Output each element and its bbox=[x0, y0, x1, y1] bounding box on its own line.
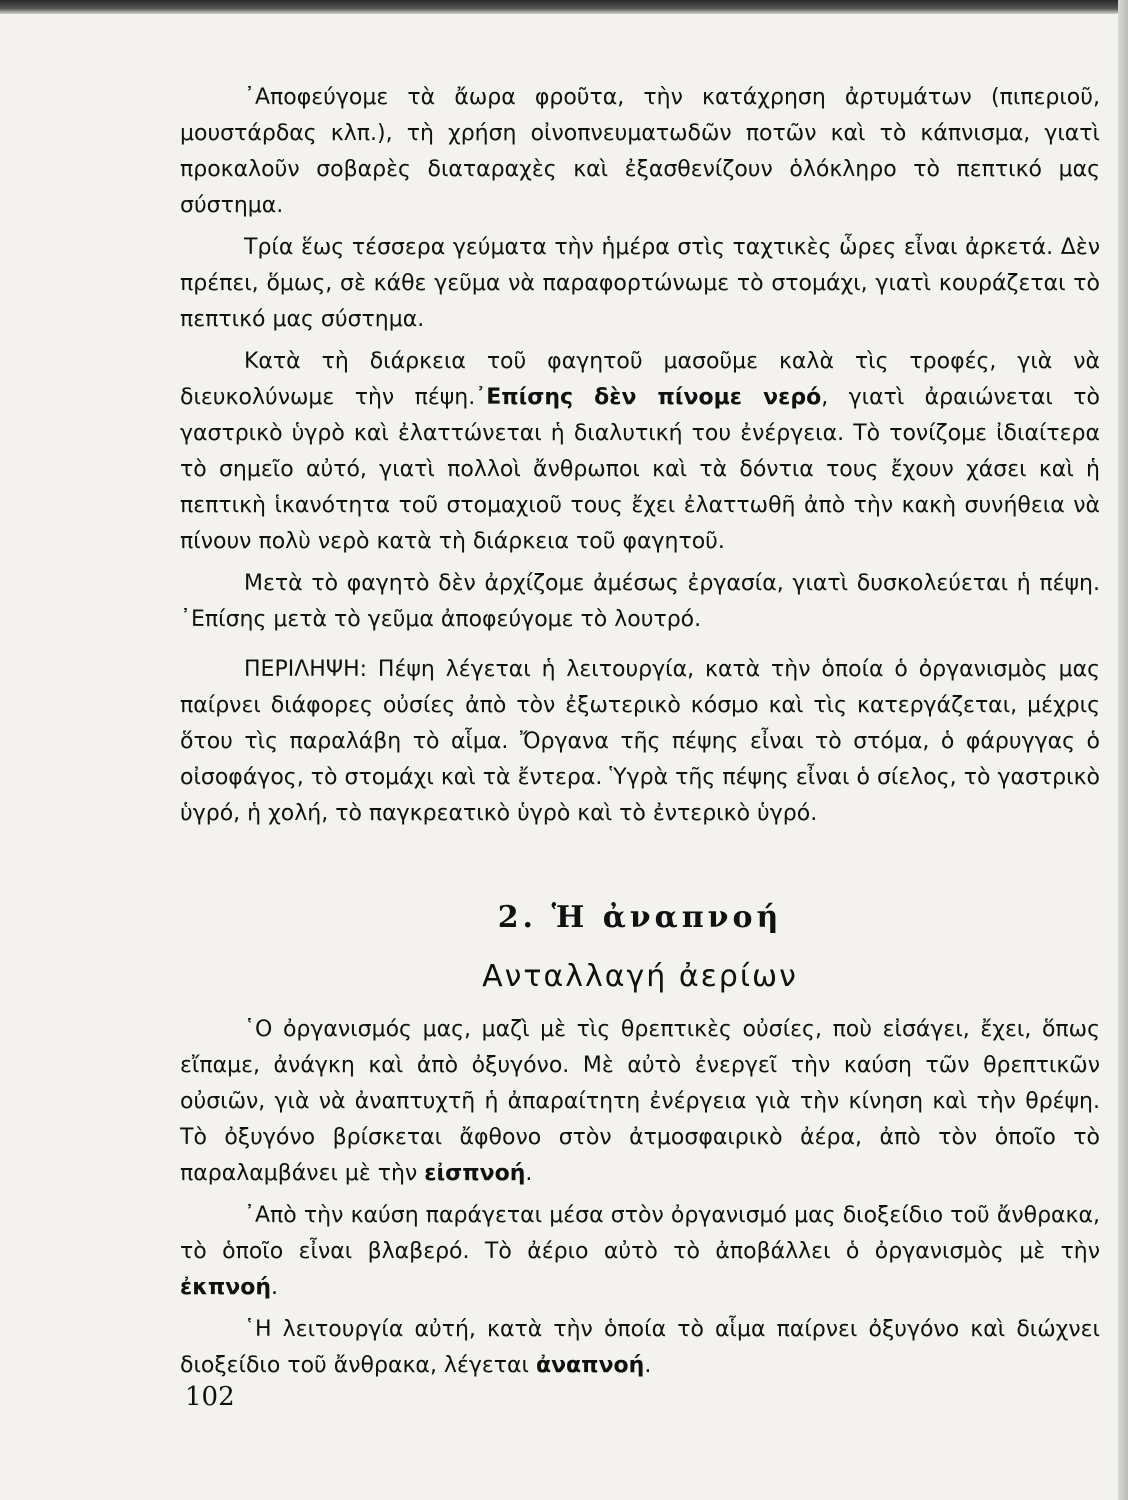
paragraph-chewing: Κατὰ τὴ διάρκεια τοῦ φαγητοῦ μασοῦμε καλὰ τὶς τροφές, γιὰ νὰ διευκολύνωμε τὴν πέψη.᾿Επίσης δὲν πίνομε νερό, γιατὶ ἀραιώνεται τὸ γαστρικὸ ὑγρὸ καὶ ἐλαττώνεται ἡ διαλυτική του ἐνέργεια. Τὸ τονίζομε ἰδιαίτερα τὸ σημεῖο αὐτό, γιατὶ πολλοὶ ἄνθρωποι καὶ τὰ δόντια τους ἔχουν χάσει καὶ ἡ πεπτικὴ ἱκανότητα τοῦ στομαχιοῦ τους ἔχει ἐλαττωθῆ ἀπὸ τὴν κακὴ συνήθεια νὰ πίνουν πολὺ νερὸ κατὰ τὴ διάρκεια τοῦ φαγητοῦ. bbox=[180, 349, 1100, 554]
term-respiration: ἀναπνοή bbox=[535, 1353, 645, 1378]
term-inhalation: εἰσπνοή bbox=[424, 1161, 526, 1186]
page-right-edge bbox=[1118, 0, 1128, 1500]
paragraph-fruits-spices: ᾿Αποφεύγομε τὰ ἄωρα φροῦτα, τὴν κατάχρηση ἀρτυμάτων (πιπεριοῦ, μουστάρδας κλπ.), τὴ χρήση οἰνοπνευματωδῶν ποτῶν καὶ τὸ κάπνισμα, γιατὶ προκαλοῦν σοβαρὲς διαταραχὲς καὶ ἐξασθενίζουν ὁλόκληρο τὸ πεπτικό μας σύστημα. bbox=[180, 85, 1100, 218]
term-exhalation: ἐκπνοή bbox=[180, 1275, 272, 1300]
paragraph-respiration-definition: ῾Η λειτουργία αὐτή, κατὰ τὴν ὁποία τὸ αἷμα παίρνει ὀξυγόνο καὶ διώχνει διοξείδιο τοῦ ἄνθρακα, λέγεται ἀναπνοή. bbox=[180, 1317, 1100, 1378]
section-subheading: Ανταλλαγή ἀερίων bbox=[482, 959, 798, 994]
paragraph-meals: Τρία ἕως τέσσερα γεύματα τὴν ἡμέρα στὶς ταχτικὲς ὧρες εἶναι ἀρκετά. Δὲν πρέπει, ὅμως, σὲ κάθε γεῦμα νὰ παραφορτώνωμε τὸ στομάχι, γιατὶ κουράζεται τὸ πεπτικό μας σύστημα. bbox=[180, 235, 1100, 332]
paragraph-after-meal: Μετὰ τὸ φαγητὸ δὲν ἀρχίζομε ἀμέσως ἐργασία, γιατὶ δυσκολεύεται ἡ πέψη. ᾿Επίσης μετὰ τὸ γεῦμα ἀποφεύγομε τὸ λουτρό. bbox=[180, 571, 1100, 632]
page-top-edge bbox=[0, 0, 1128, 14]
paragraph-oxygen: ῾Ο ὀργανισμός μας, μαζὶ μὲ τὶς θρεπτικὲς οὐσίες, ποὺ εἰσάγει, ἔχει, ὅπως εἴπαμε, ἀνάγκη καὶ ἀπὸ ὀξυγόνο. Μὲ αὐτὸ ἐνεργεῖ τὴν καύση τῶν θρεπτικῶν οὐσιῶν, γιὰ νὰ ἀναπτυχτῆ ἡ ἀπαραίτητη ἐνέργεια γιὰ τὴν κίνηση καὶ τὴν θρέψη. Τὸ ὀξυγόνο βρίσκεται ἄφθονο στὸν ἀτμοσφαιρικὸ ἀέρα, ἀπὸ τὸν ὁποῖο τὸ παραλαμβάνει μὲ τὴν εἰσπνοή. bbox=[180, 1017, 1100, 1186]
paragraph-carbon-dioxide: ᾿Απὸ τὴν καύση παράγεται μέσα στὸν ὀργανισμό μας διοξείδιο τοῦ ἄνθρακα, τὸ ὁποῖο εἶναι βλαβερό. Τὸ ἀέριο αὐτὸ τὸ ἀποβάλλει ὁ ὀργανισμὸς μὲ τὴν ἐκπνοή. bbox=[180, 1203, 1100, 1300]
page-number: 102 bbox=[185, 1382, 235, 1412]
paragraph-summary: ΠΕΡΙΛΗΨΗ: Πέψη λέγεται ἡ λειτουργία, κατὰ τὴν ὁποία ὁ ὀργανισμὸς μας παίρνει διάφορες οὐσίες ἀπὸ τὸν ἐξωτερικὸ κόσμο καὶ τὶς κατεργάζεται, μέχρις ὅτου τὶς παραλάβη τὸ αἷμα. Ὄργανα τῆς πέψης εἶναι τὸ στόμα, ὁ φάρυγγας ὁ οἰσοφάγος, τὸ στομάχι καὶ τὰ ἔντερα. Ὑγρὰ τῆς πέψης εἶναι ὁ σίελος, τὸ γαστρικὸ ὑγρό, ἡ χολή, τὸ παγκρεατικὸ ὑγρὸ καὶ τὸ ἐντερικὸ ὑγρό. bbox=[180, 657, 1100, 826]
page-body bbox=[180, 80, 1100, 1384]
section-heading: 2. Ἡ ἀναπνοή bbox=[497, 900, 783, 935]
emphasis-no-water: ᾿Επίσης δὲν πίνομε νερό bbox=[475, 385, 822, 410]
